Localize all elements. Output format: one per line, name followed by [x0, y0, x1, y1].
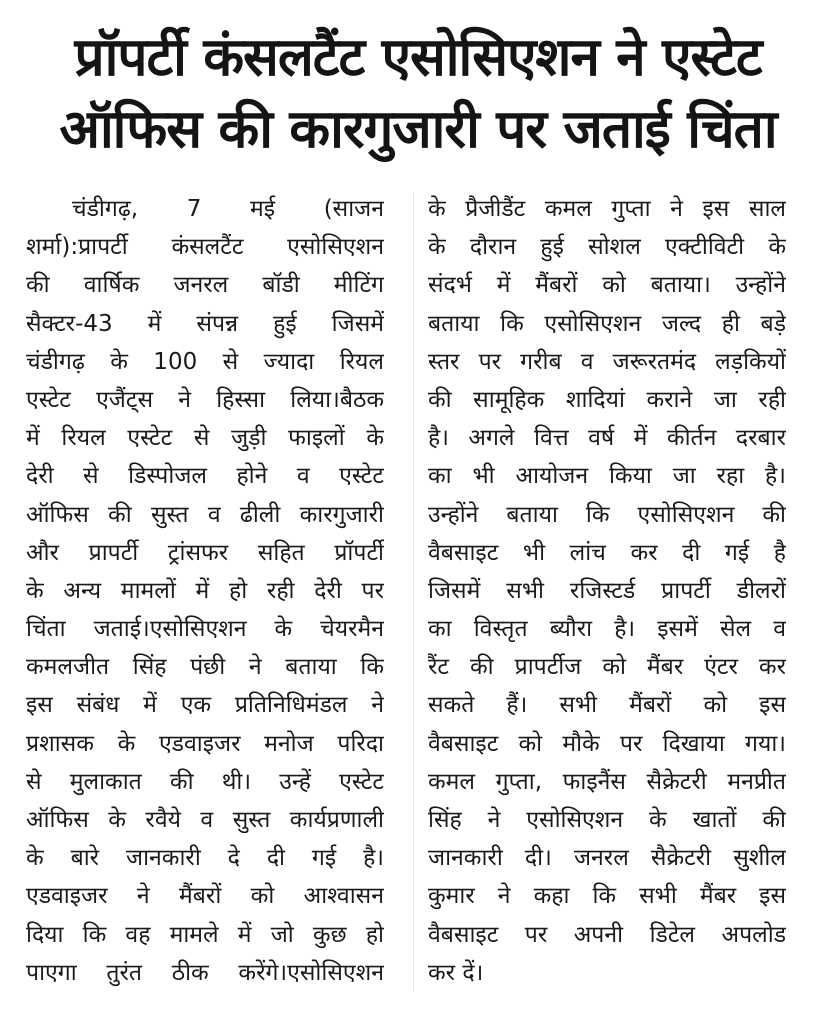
- article-line: चंडीगढ़ के 100 से ज्यादा रियल: [26, 348, 384, 375]
- headline: [20, 22, 816, 166]
- article-line: शर्मा):प्रापर्टी कंसलटैंट एसोसिएशन: [26, 234, 384, 261]
- headline-line-2: ऑफिस की कारगुजारी पर जताई चिंता: [59, 99, 777, 160]
- article-line: सिंह ने एसोसिएशन के खातों की: [428, 807, 786, 833]
- article-line: कुमार ने कहा कि सभी मैंबर इस: [428, 883, 786, 910]
- article-line: उन्होंने बताया कि एसोसिएशन की: [428, 501, 786, 528]
- article-line: स्तर पर गरीब व जरूरतमंद लड़कियों: [428, 348, 786, 375]
- article-line: का भी आयोजन किया जा रहा है।: [428, 463, 786, 490]
- article-line: सैक्टर-43 में संपन्न हुई जिसमें: [26, 310, 384, 337]
- article-line: वैबसाइट भी लांच कर दी गई है: [428, 539, 786, 566]
- article-line: बताया कि एसोसिएशन जल्द ही बड़े: [428, 310, 786, 337]
- article-line: इस संबंध में एक प्रतिनिधिमंडल ने: [26, 692, 384, 719]
- article-line: एडवाइजर ने मैंबरों को आश्वासन: [26, 883, 384, 910]
- article-line: के बारे जानकारी दे दी गई है।: [26, 845, 384, 872]
- article-line: है। अगले वित्त वर्ष में कीर्तन दरबार: [428, 425, 786, 452]
- article-line: संदर्भ में मैंबरों को बताया। उन्होंने: [428, 272, 786, 299]
- article-line: चिंता जताई।एसोसिएशन के चेयरमैन: [26, 616, 384, 643]
- article-line: देरी से डिस्पोजल होने व एस्टेट: [26, 463, 384, 490]
- article-line: जानकारी दी। जनरल सैक्रेटरी सुशील: [428, 845, 786, 872]
- article-column-right: [428, 190, 786, 992]
- article-line: के प्रैजीडैंट कमल गुप्ता ने इस साल: [428, 196, 786, 222]
- article-line: एस्टेट एजैंट्स ने हिस्सा लिया।बैठक: [26, 386, 384, 413]
- article-line: रैंट की प्रापर्टीज को मैंबर एंटर कर: [428, 654, 786, 681]
- article-line: वैबसाइट पर अपनी डिटेल अपलोड: [428, 921, 786, 948]
- article-line: की सामूहिक शादियां कराने जा रही: [428, 386, 786, 413]
- article-line: ऑफिस के रवैये व सुस्त कार्यप्रणाली: [26, 807, 384, 833]
- article-line: कमलजीत सिंह पंछी ने बताया कि: [26, 654, 384, 681]
- article-line: प्रशासक के एडवाइजर मनोज परिदा: [26, 730, 384, 757]
- article-column-left: [26, 190, 384, 992]
- article-line: वैबसाइट को मौके पर दिखाया गया।: [428, 730, 786, 757]
- article-line: के अन्य मामलों में हो रही देरी पर: [26, 577, 384, 604]
- article-line: कर दें।: [428, 959, 484, 986]
- article-line: सकते हैं। सभी मैंबरों को इस: [428, 692, 786, 719]
- article-line: की वार्षिक जनरल बॉडी मीटिंग: [26, 272, 384, 299]
- article-line: का विस्तृत ब्यौरा है। इसमें सेल व: [428, 616, 786, 643]
- article-line: से मुलाकात की थी। उन्हें एस्टेट: [26, 768, 384, 795]
- article-line: दिया कि वह मामले में जो कुछ हो: [26, 921, 384, 948]
- article-line: ऑफिस की सुस्त व ढीली कारगुजारी: [26, 501, 384, 528]
- article-line: पाएगा तुरंत ठीक करेंगे।एसोसिएशन: [26, 959, 384, 986]
- article-line: और प्रापर्टी ट्रांसफर सहित प्रॉपर्टी: [26, 539, 384, 566]
- column-divider: [413, 192, 414, 992]
- article-line: चंडीगढ़, 7 मई (साजन: [72, 196, 384, 222]
- headline-line-1: प्रॉपर्टी कंसलटैंट एसोसिएशन ने एस्टेट: [74, 27, 762, 88]
- article-line: में रियल एस्टेट से जुड़ी फाइलों के: [26, 425, 384, 452]
- article-line: के दौरान हुई सोशल एक्टीविटी के: [428, 234, 786, 261]
- article-line: कमल गुप्ता, फाइनैंस सैक्रेटरी मनप्रीत: [428, 768, 786, 795]
- article-line: जिसमें सभी रजिस्टर्ड प्रापर्टी डीलरों: [428, 577, 786, 604]
